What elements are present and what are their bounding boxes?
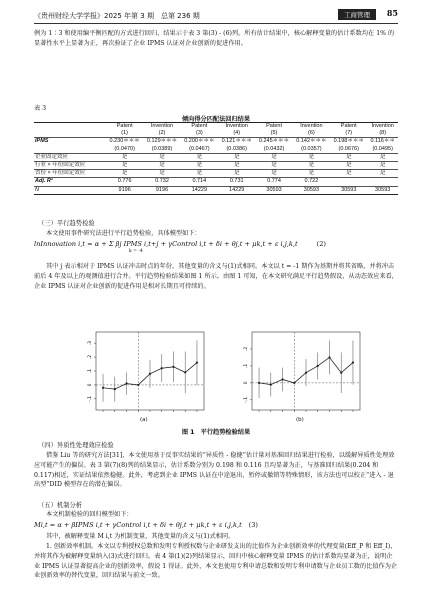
col-header: Invention bbox=[218, 123, 255, 131]
table-cell: (0.0432) bbox=[255, 146, 292, 154]
y-tick-label: .1 bbox=[244, 363, 249, 369]
col-header: Invention bbox=[293, 123, 330, 131]
table-title: 倾向得分匹配法回归结果 bbox=[181, 116, 251, 123]
coefficient-point bbox=[305, 372, 307, 374]
col-number: (7) bbox=[330, 130, 367, 138]
coefficient-point bbox=[293, 382, 295, 384]
table-cell: 0.121＊＊＊ bbox=[221, 138, 252, 145]
row-label: 行业 × 年份固定效应 bbox=[34, 162, 106, 170]
table-cell bbox=[367, 178, 398, 186]
section-heading-heterogeneity: （四）异质性处理效应检验 bbox=[38, 442, 114, 449]
coefficient-point bbox=[340, 372, 342, 374]
table-cell: (0.0386) bbox=[218, 146, 255, 154]
paragraph-mechanism-variable: 其中，被解释变量 M i,t 为机制变量，其他变量的含义与(1)式相同。 bbox=[46, 533, 235, 540]
table-cell: 是 bbox=[367, 162, 398, 170]
equation-2 bbox=[34, 240, 398, 254]
table-cell: 是 bbox=[293, 170, 330, 178]
table-cell: 是 bbox=[181, 170, 218, 178]
section-heading-parallel-trend: （三）平行趋势检验 bbox=[38, 220, 95, 227]
table-cell: 0.714 bbox=[181, 178, 218, 186]
col-header: Invention bbox=[367, 123, 398, 131]
equation-2-body: lnInnovation i,t = α + Σ βj IPMS i,t+j + γControl i,t + δi + θj,t + μk,t + ε i,j,k,t bbox=[34, 240, 298, 248]
table-cell: 30593 bbox=[293, 186, 330, 194]
psm-results-table bbox=[34, 122, 398, 195]
paragraph-innovation-efficiency: 1. 创新效率机制。本文以专利授权总数和发明专利授权数与企业研发支出的比值作为企业创新效率的代理变量(Eff_P 和 Eff_I)，并将其作为被解释变量纳入(3)式进行回归。表 4 第(1)(2)列结果显示，回归中核心解释变量 IPMS 的估计系数均显著为正，说明企业 IPMS 认证显著提高企业的创新效率，假说 1 得证。此外，本文也使用专利申请总数和发明专利申请数与企业员工数的比值作为企业创新效率的替代变量，回归结果与前文一致。 bbox=[34, 543, 398, 580]
coefficient-point bbox=[196, 362, 198, 364]
table-cell: 是 bbox=[367, 153, 398, 161]
y-tick-label: .2 bbox=[88, 354, 93, 360]
table-label: 表 3 bbox=[34, 105, 47, 112]
table-cell: 是 bbox=[255, 170, 292, 178]
event-study-chart-a bbox=[80, 326, 210, 418]
table-cell: 0.774 bbox=[255, 178, 292, 186]
coefficient-point bbox=[137, 384, 139, 386]
col-number: (6) bbox=[293, 130, 330, 138]
col-number: (3) bbox=[181, 130, 218, 138]
table-cell: 0.245＊＊＊ bbox=[258, 138, 290, 145]
table-cell: 是 bbox=[255, 162, 292, 170]
y-tick-label: .3 bbox=[88, 340, 93, 346]
paragraph-event-study-results: 其中 j 表示相对于 IPMS 认证冲击时点的年份，其他变量的含义与(1)式相同。本文以 t = -1 期作为基期并将其省略，并将冲击前后 4 年及以上的观测值进行合并。平行趋势检验结果如图 1 所示。由图 1 可知，在本文研究满足平行趋势假设，从动态效应来看，企业 IPMS 认证对企业创新的促进作用是相对长期且可持续的。 bbox=[34, 263, 398, 290]
coefficient-point bbox=[149, 373, 151, 375]
table-cell: 是 bbox=[218, 153, 255, 161]
coefficient-point bbox=[114, 388, 116, 390]
table-cell: 9196 bbox=[106, 186, 143, 194]
table-cell: 0.198＊＊＊ bbox=[333, 138, 364, 145]
table-cell: (0.0495) bbox=[367, 146, 398, 154]
coefficient-point bbox=[184, 371, 186, 373]
table-cell: 是 bbox=[143, 162, 180, 170]
table-cell: 是 bbox=[106, 153, 143, 161]
table-cell: 0.230＊＊＊ bbox=[109, 138, 140, 145]
coefficient-point bbox=[258, 382, 260, 384]
row-label: 企业固定效应 bbox=[34, 153, 106, 161]
col-number: (8) bbox=[367, 130, 398, 138]
running-header bbox=[34, 8, 398, 22]
table-cell: 9196 bbox=[143, 186, 180, 194]
equation-2-sum-bounds: k = -4 bbox=[129, 249, 143, 254]
coefficient-point bbox=[161, 367, 163, 369]
equation-2-number: (2) bbox=[316, 240, 326, 248]
panel-label-a: (a) bbox=[140, 417, 148, 423]
col-number: (1) bbox=[106, 130, 143, 138]
table-cell: 0.732 bbox=[143, 178, 180, 186]
table-cell: 0.776 bbox=[106, 178, 143, 186]
table-cell: (0.0676) bbox=[330, 146, 367, 154]
table-cell: 是 bbox=[143, 170, 180, 178]
paragraph-event-study-intro: 本文使用事件研究法进行平行趋势检验，具体模型如下： bbox=[46, 230, 201, 237]
equation-3-body: Mi,t = α + βIPMS i,t + γControl i,t + δi + θj,t + μk,t + ε i,j,k,t bbox=[34, 521, 242, 529]
y-tick-label: 0 bbox=[88, 383, 93, 387]
table-cell: 是 bbox=[106, 170, 143, 178]
table-cell: 14229 bbox=[181, 186, 218, 194]
table-cell: (0.0357) bbox=[293, 146, 330, 154]
row-label-ipms: IPMS bbox=[35, 138, 49, 145]
coefficient-point bbox=[102, 387, 104, 389]
y-tick-label: 0 bbox=[244, 381, 249, 385]
page-number: 85 bbox=[386, 8, 398, 18]
coefficient-point bbox=[328, 356, 330, 358]
table-cell: 是 bbox=[181, 162, 218, 170]
col-number: (2) bbox=[143, 130, 180, 138]
table-cell: (0.0467) bbox=[181, 146, 218, 154]
journal-info: 《贵州财经大学学报》2025 年第 3 期 总第 236 期 bbox=[34, 12, 200, 20]
table-cell: 是 bbox=[181, 153, 218, 161]
col-number: (4) bbox=[218, 130, 255, 138]
table-cell: 是 bbox=[367, 170, 398, 178]
table-cell: 是 bbox=[330, 153, 367, 161]
table-cell: 是 bbox=[106, 162, 143, 170]
coefficient-point bbox=[281, 378, 283, 380]
col-header: Patent bbox=[106, 123, 143, 131]
col-header: Patent bbox=[255, 123, 292, 131]
row-label-n: N bbox=[34, 186, 106, 194]
header-rule bbox=[34, 23, 398, 24]
equation-3 bbox=[34, 521, 398, 529]
col-number: (5) bbox=[255, 130, 292, 138]
table-cell: 是 bbox=[330, 162, 367, 170]
y-tick-label: -.1 bbox=[88, 395, 93, 402]
panel-label-b: (b) bbox=[296, 417, 304, 423]
table-cell: 是 bbox=[293, 162, 330, 170]
figure-caption: 图 1 平行趋势检验结果 bbox=[181, 429, 251, 436]
table-cell: (0.0470) bbox=[106, 146, 143, 154]
table-cell: 0.129＊＊＊ bbox=[146, 138, 178, 145]
row-label-adjr2: Adj. R² bbox=[34, 178, 106, 186]
coefficient-point bbox=[125, 382, 127, 384]
col-header: Patent bbox=[181, 123, 218, 131]
paragraph-heterogeneity: 借鉴 Liu 等的研究方法[31]，本文使用基于反事实结果的“异质性 - 稳健”估计量对基准回归结果进行检验，以缓解异质性处理效应可能产生的偏误。表 3 第(7)(8)列的结果显示，估计系数分别为 0.198 和 0.116 且均显著为正，与基准回归结果(0.204 和 0.117)相近，实证结果依然稳健。此外，考虑到企业 IPMS 认证在中途退出、暂停或撤销等特殊情形，该方法也可以校正“进入 - 退出型”DID 模型存在的潜在偏误。 bbox=[34, 452, 395, 489]
table-cell: 是 bbox=[255, 153, 292, 161]
col-header: Patent bbox=[330, 123, 367, 131]
table-cell: (0.0389) bbox=[143, 146, 180, 154]
table-cell: 0.722 bbox=[293, 178, 330, 186]
table-cell: 是 bbox=[218, 170, 255, 178]
event-study-chart-b bbox=[236, 326, 366, 418]
table-cell: 30593 bbox=[255, 186, 292, 194]
coefficient-point bbox=[172, 366, 174, 368]
table-cell: 是 bbox=[143, 153, 180, 161]
table-cell bbox=[330, 178, 367, 186]
row-label: 省份 × 年份固定效应 bbox=[34, 170, 106, 178]
coefficient-point bbox=[352, 361, 354, 363]
table-cell: 30593 bbox=[330, 186, 367, 194]
table-cell: 0.116＊＊ bbox=[370, 138, 395, 145]
paragraph-robustness: 例为 1∶3 和使用编平衡匹配的方式进行回归，结果示于表 3 第(3) - (6)列。所有估计结果中，核心解释变量的估计系数均在 1% 的显著性水平上显著为正，再次验证了企业 IPMS 认证对企业创新的促进作用。 bbox=[34, 30, 395, 47]
table-cell: 是 bbox=[330, 170, 367, 178]
section-label: 工商管理 bbox=[338, 9, 376, 20]
coefficient-point bbox=[270, 383, 272, 385]
equation-3-number: (3) bbox=[248, 521, 258, 529]
table-corner bbox=[34, 123, 106, 131]
coefficient-point bbox=[317, 365, 319, 367]
table-cell: 14229 bbox=[218, 186, 255, 194]
table-cell: 0.731 bbox=[218, 178, 255, 186]
table-cell: 0.142＊＊＊ bbox=[296, 138, 327, 145]
table-cell: 是 bbox=[218, 162, 255, 170]
section-heading-mechanism: （五）机制分析 bbox=[38, 502, 83, 509]
paragraph-mechanism-intro: 本文机制检验的回归模型如下： bbox=[46, 511, 133, 518]
table-cell: 0.200＊＊＊ bbox=[184, 138, 215, 145]
col-header: Invention bbox=[143, 123, 180, 131]
table-cell: 是 bbox=[293, 153, 330, 161]
y-tick-label: .1 bbox=[88, 368, 93, 374]
y-tick-label: -.1 bbox=[244, 396, 249, 403]
table-cell: 30593 bbox=[367, 186, 398, 194]
y-tick-label: .2 bbox=[244, 346, 249, 352]
